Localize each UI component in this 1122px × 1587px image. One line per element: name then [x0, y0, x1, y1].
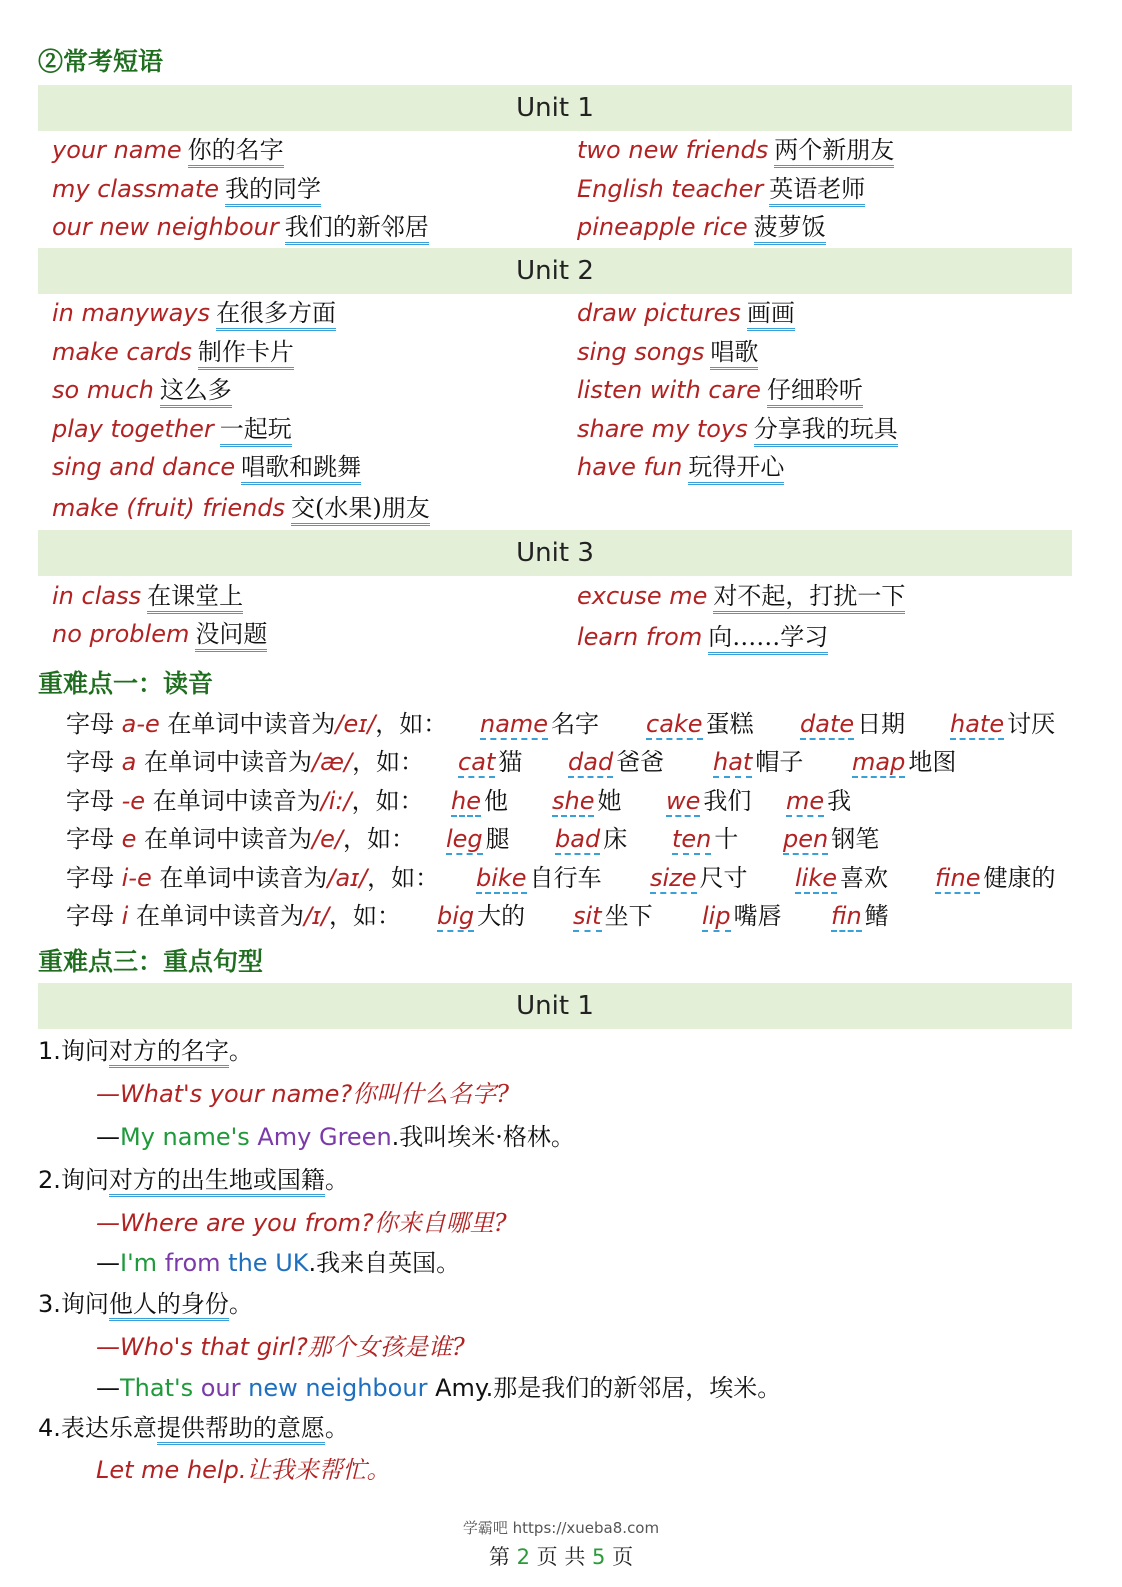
phrase-en: excuse me	[577, 582, 708, 610]
sentence-topic-4	[38, 1410, 349, 1446]
pronunciation-row	[66, 743, 424, 781]
phrase-en: have fun	[577, 453, 683, 481]
example-word	[800, 705, 905, 743]
phrase-item	[52, 131, 284, 169]
example-word	[672, 820, 738, 858]
example-word	[666, 782, 751, 820]
phrase-zh: 没问题	[195, 620, 267, 652]
current-page: 2	[516, 1545, 530, 1569]
phrase-zh: 在很多方面	[216, 299, 336, 331]
sentences-section-title: 重难点三：重点句型	[38, 947, 264, 976]
example-en: map	[852, 748, 906, 776]
example-zh: 帽子	[755, 748, 804, 776]
phrase-en: draw pictures	[577, 299, 741, 327]
phrase-en: play together	[52, 415, 214, 443]
phrase-item	[577, 448, 784, 486]
sentence-topic-1	[38, 1033, 253, 1069]
letter-pattern: a-e	[121, 710, 160, 738]
example-en: bad	[555, 825, 601, 853]
phrase-item	[52, 489, 430, 527]
example-zh: 十	[714, 825, 739, 853]
example-zh: 我们	[703, 787, 752, 815]
letter-label: 字母	[66, 825, 114, 853]
answer-part: the UK	[228, 1249, 309, 1277]
example-zh: 腿	[485, 825, 510, 853]
example-en: fine	[935, 864, 981, 892]
example-zh: 喜欢	[840, 864, 888, 892]
letter-label: 字母	[66, 748, 114, 776]
phrase-item	[577, 618, 828, 656]
phrase-zh: 分享我的玩具	[754, 415, 898, 447]
phrase-item	[577, 577, 905, 615]
rule-text: 在单词中读音为	[159, 864, 328, 892]
answer-part: our	[200, 1374, 249, 1402]
rule-text: 在单词中读音为	[144, 825, 313, 853]
example-word	[783, 820, 879, 858]
phrase-zh: 英语老师	[769, 175, 865, 207]
answer-part: Amy.	[435, 1374, 494, 1402]
example-en: cake	[646, 710, 703, 738]
letter-label: 字母	[66, 787, 114, 815]
question-zh: 那个女孩是谁?	[307, 1333, 465, 1361]
example-word	[458, 743, 522, 781]
phrase-zh: 向……学习	[708, 623, 828, 655]
rule-text: 在单词中读音为	[144, 748, 312, 776]
pronunciation-row	[66, 705, 447, 743]
topic-end: 。	[324, 1414, 349, 1442]
phrase-zh: 在课堂上	[147, 582, 243, 614]
example-en: like	[795, 864, 837, 892]
dialog-question-2	[96, 1204, 507, 1242]
dash: —	[96, 1374, 120, 1402]
example-zh: 他	[483, 787, 508, 815]
example-word	[555, 820, 627, 858]
example-word	[646, 705, 754, 743]
example-en: hat	[713, 748, 753, 776]
example-zh: 健康的	[983, 864, 1056, 892]
topic-number: 4.	[38, 1414, 61, 1442]
example-en: fin	[831, 902, 862, 930]
topic-number: 1.	[38, 1037, 61, 1065]
letter-pattern: i-e	[121, 864, 152, 892]
rule-text-end: ，如：	[329, 902, 402, 930]
page-label: 页 共	[536, 1545, 586, 1569]
answer-part: from	[164, 1249, 229, 1277]
example-zh: 嘴唇	[733, 902, 782, 930]
topic-text: 询问	[60, 1037, 109, 1065]
example-zh: 坐下	[604, 902, 653, 930]
answer-zh: 我叫埃米·格林。	[399, 1123, 575, 1151]
total-pages: 5	[592, 1545, 606, 1569]
phrase-zh: 一起玩	[220, 415, 292, 447]
ipa-symbol: /ɪ/	[303, 902, 330, 930]
sentence-topic-2	[38, 1162, 349, 1198]
example-en: we	[666, 787, 701, 815]
example-en: ten	[672, 825, 712, 853]
phrase-item	[577, 333, 758, 371]
example-en: sit	[573, 902, 602, 930]
pronunciation-section-title: 重难点一：读音	[38, 669, 214, 698]
phrase-en: sing and dance	[52, 453, 236, 481]
phrase-zh: 仔细聆听	[767, 376, 863, 408]
phrase-en: pineapple rice	[577, 213, 748, 241]
example-word	[702, 897, 782, 935]
example-en: leg	[446, 825, 483, 853]
example-zh: 自行车	[529, 864, 602, 892]
phrase-item	[52, 615, 267, 653]
example-en: hate	[950, 710, 1005, 738]
topic-underlined: 对方的出生地或国籍	[109, 1166, 325, 1197]
phrase-item	[52, 410, 292, 448]
example-zh: 日期	[857, 710, 906, 738]
example-en: me	[786, 787, 825, 815]
ipa-symbol: /eɪ/	[335, 710, 376, 738]
phrase-zh: 玩得开心	[688, 453, 784, 485]
question-zh: 你来自哪里?	[373, 1209, 507, 1237]
phrase-en: your name	[52, 136, 182, 164]
phrase-zh: 我们的新邻居	[285, 213, 429, 245]
dialog-answer-2	[96, 1244, 460, 1282]
rule-text: 在单词中读音为	[167, 710, 336, 738]
page-label: 页	[612, 1545, 634, 1569]
phrase-en: sing songs	[577, 338, 705, 366]
example-zh: 名字	[551, 710, 600, 738]
phrase-en: my classmate	[52, 175, 220, 203]
letter-label: 字母	[66, 902, 114, 930]
phrase-item	[577, 371, 863, 409]
phrase-zh: 画画	[747, 299, 795, 331]
dialog-question-3	[96, 1328, 465, 1366]
phrase-en: our new neighbour	[52, 213, 279, 241]
phrase-item	[577, 294, 795, 332]
phrase-en: English teacher	[577, 175, 764, 203]
example-en: name	[480, 710, 549, 738]
dialog-example-4	[96, 1451, 390, 1489]
example-word	[437, 897, 525, 935]
rule-text: 在单词中读音为	[152, 787, 321, 815]
example-en: cat	[458, 748, 496, 776]
example-en: size	[650, 864, 697, 892]
topic-underlined: 他人的身份	[109, 1290, 229, 1321]
example-zh: 蛋糕	[705, 710, 754, 738]
example-zh: 爸爸	[616, 748, 665, 776]
rule-text-end: ，如：	[351, 787, 424, 815]
example-word	[795, 859, 888, 897]
phrase-en: two new friends	[577, 136, 769, 164]
example-zh: 她	[597, 787, 622, 815]
topic-end: 。	[324, 1166, 349, 1194]
answer-part: That's	[120, 1374, 201, 1402]
phrase-en: learn from	[577, 623, 703, 651]
rule-text-end: ，如：	[352, 748, 425, 776]
example-word	[852, 743, 956, 781]
answer-zh: 那是我们的新邻居，埃米。	[493, 1374, 782, 1402]
page-indicator	[0, 1541, 1122, 1571]
phrase-zh: 这么多	[160, 376, 232, 408]
phrase-en: make cards	[52, 338, 192, 366]
example-zh: 床	[603, 825, 628, 853]
letter-pattern: a	[121, 748, 137, 776]
pronunciation-row	[66, 897, 401, 935]
example-en: big	[437, 902, 475, 930]
phrase-en: in class	[52, 582, 142, 610]
page-label: 第	[488, 1545, 510, 1569]
example-zh: 讨厌	[1007, 710, 1056, 738]
topic-end: 。	[228, 1037, 253, 1065]
phrase-item	[577, 131, 894, 169]
phrase-item	[577, 208, 826, 246]
letter-label: 字母	[66, 710, 114, 738]
question-en: —Where are you from?	[96, 1209, 374, 1237]
phrase-zh: 两个新朋友	[774, 136, 894, 168]
example-zh: 地图	[908, 748, 957, 776]
dialog-answer-3	[96, 1369, 781, 1407]
answer-part: .	[391, 1123, 400, 1151]
ipa-symbol: /aɪ/	[327, 864, 368, 892]
topic-text: 询问	[60, 1290, 109, 1318]
example-word	[446, 820, 510, 858]
question-en: —What's your name?	[96, 1080, 353, 1108]
rule-text-end: ，如：	[342, 825, 415, 853]
answer-part: .	[308, 1249, 317, 1277]
question-zh: 你叫什么名字?	[352, 1080, 510, 1108]
sentences-unit-header: Unit 1	[38, 983, 1072, 1029]
sentence-topic-3	[38, 1286, 253, 1322]
phrases-section-title: ②常考短语	[38, 47, 164, 76]
question-en: Let me help.	[96, 1456, 247, 1484]
example-word	[573, 897, 653, 935]
unit-2-header: Unit 2	[38, 248, 1072, 294]
unit-1-header: Unit 1	[38, 85, 1072, 131]
ipa-symbol: /æ/	[312, 748, 353, 776]
phrase-zh: 菠萝饭	[754, 213, 826, 245]
dialog-answer-1	[96, 1118, 575, 1156]
answer-zh: 我来自英国。	[316, 1249, 461, 1277]
example-zh: 我	[827, 787, 852, 815]
example-zh: 尺寸	[699, 864, 748, 892]
phrase-en: in manyways	[52, 299, 211, 327]
pronunciation-row	[66, 859, 439, 897]
phrase-zh: 唱歌	[710, 338, 758, 370]
dash: —	[96, 1249, 120, 1277]
example-en: dad	[568, 748, 614, 776]
footer-site: 学霸吧 https://xueba8.com	[462, 1519, 660, 1537]
phrase-item	[52, 577, 243, 615]
topic-underlined: 提供帮助的意愿	[157, 1414, 325, 1445]
topic-text: 询问	[60, 1166, 109, 1194]
example-word	[831, 897, 889, 935]
phrase-item	[52, 371, 232, 409]
example-word	[552, 782, 621, 820]
example-en: she	[552, 787, 595, 815]
example-zh: 钢笔	[831, 825, 880, 853]
example-word	[476, 859, 602, 897]
phrase-zh: 唱歌和跳舞	[241, 453, 361, 485]
phrase-en: so much	[52, 376, 154, 404]
topic-underlined: 对方的名字	[109, 1037, 229, 1068]
example-en: pen	[783, 825, 829, 853]
example-word	[786, 782, 851, 820]
example-zh: 大的	[477, 902, 526, 930]
answer-part: new neighbour	[248, 1374, 436, 1402]
rule-text: 在单词中读音为	[135, 902, 304, 930]
example-word	[935, 859, 1055, 897]
letter-label: 字母	[66, 864, 114, 892]
topic-end: 。	[228, 1290, 253, 1318]
phrase-en: share my toys	[577, 415, 748, 443]
example-word	[650, 859, 748, 897]
phrase-item	[52, 208, 429, 246]
example-zh: 猫	[498, 748, 523, 776]
phrase-zh: 制作卡片	[198, 338, 294, 370]
dialog-question-1	[96, 1075, 509, 1113]
phrase-item	[577, 410, 898, 448]
letter-pattern: e	[121, 825, 137, 853]
example-en: he	[451, 787, 481, 815]
topic-text: 表达乐意	[60, 1414, 157, 1442]
phrase-item	[52, 294, 336, 332]
phrase-item	[577, 170, 865, 208]
pronunciation-row	[66, 820, 415, 858]
dash: —	[96, 1123, 120, 1151]
answer-part: My name's	[120, 1123, 258, 1151]
ipa-symbol: /i:/	[320, 787, 352, 815]
phrase-item	[52, 170, 321, 208]
example-word	[713, 743, 803, 781]
example-word	[451, 782, 508, 820]
example-word	[568, 743, 664, 781]
example-en: date	[800, 710, 855, 738]
letter-pattern: i	[121, 902, 129, 930]
pronunciation-row	[66, 782, 424, 820]
question-en: —Who's that girl?	[96, 1333, 308, 1361]
letter-pattern: -e	[121, 787, 146, 815]
phrase-en: listen with care	[577, 376, 761, 404]
phrase-en: make (fruit) friends	[52, 494, 286, 522]
answer-part: I'm	[120, 1249, 165, 1277]
question-zh: 让我来帮忙。	[246, 1456, 391, 1484]
example-word	[480, 705, 599, 743]
phrase-item	[52, 333, 294, 371]
phrase-en: no problem	[52, 620, 190, 648]
topic-number: 2.	[38, 1166, 61, 1194]
ipa-symbol: /e/	[312, 825, 343, 853]
phrase-item	[52, 448, 361, 486]
unit-3-header: Unit 3	[38, 530, 1072, 576]
phrase-zh: 我的同学	[225, 175, 321, 207]
example-en: lip	[702, 902, 731, 930]
phrase-zh: 你的名字	[188, 136, 284, 168]
topic-number: 3.	[38, 1290, 61, 1318]
phrase-zh: 交(水果)朋友	[291, 494, 430, 526]
rule-text-end: ，如：	[375, 710, 448, 738]
example-en: bike	[476, 864, 527, 892]
example-word	[950, 705, 1055, 743]
example-zh: 鳍	[864, 902, 889, 930]
answer-part: Amy Green	[257, 1123, 392, 1151]
phrase-zh: 对不起，打扰一下	[713, 582, 905, 614]
rule-text-end: ，如：	[367, 864, 440, 892]
